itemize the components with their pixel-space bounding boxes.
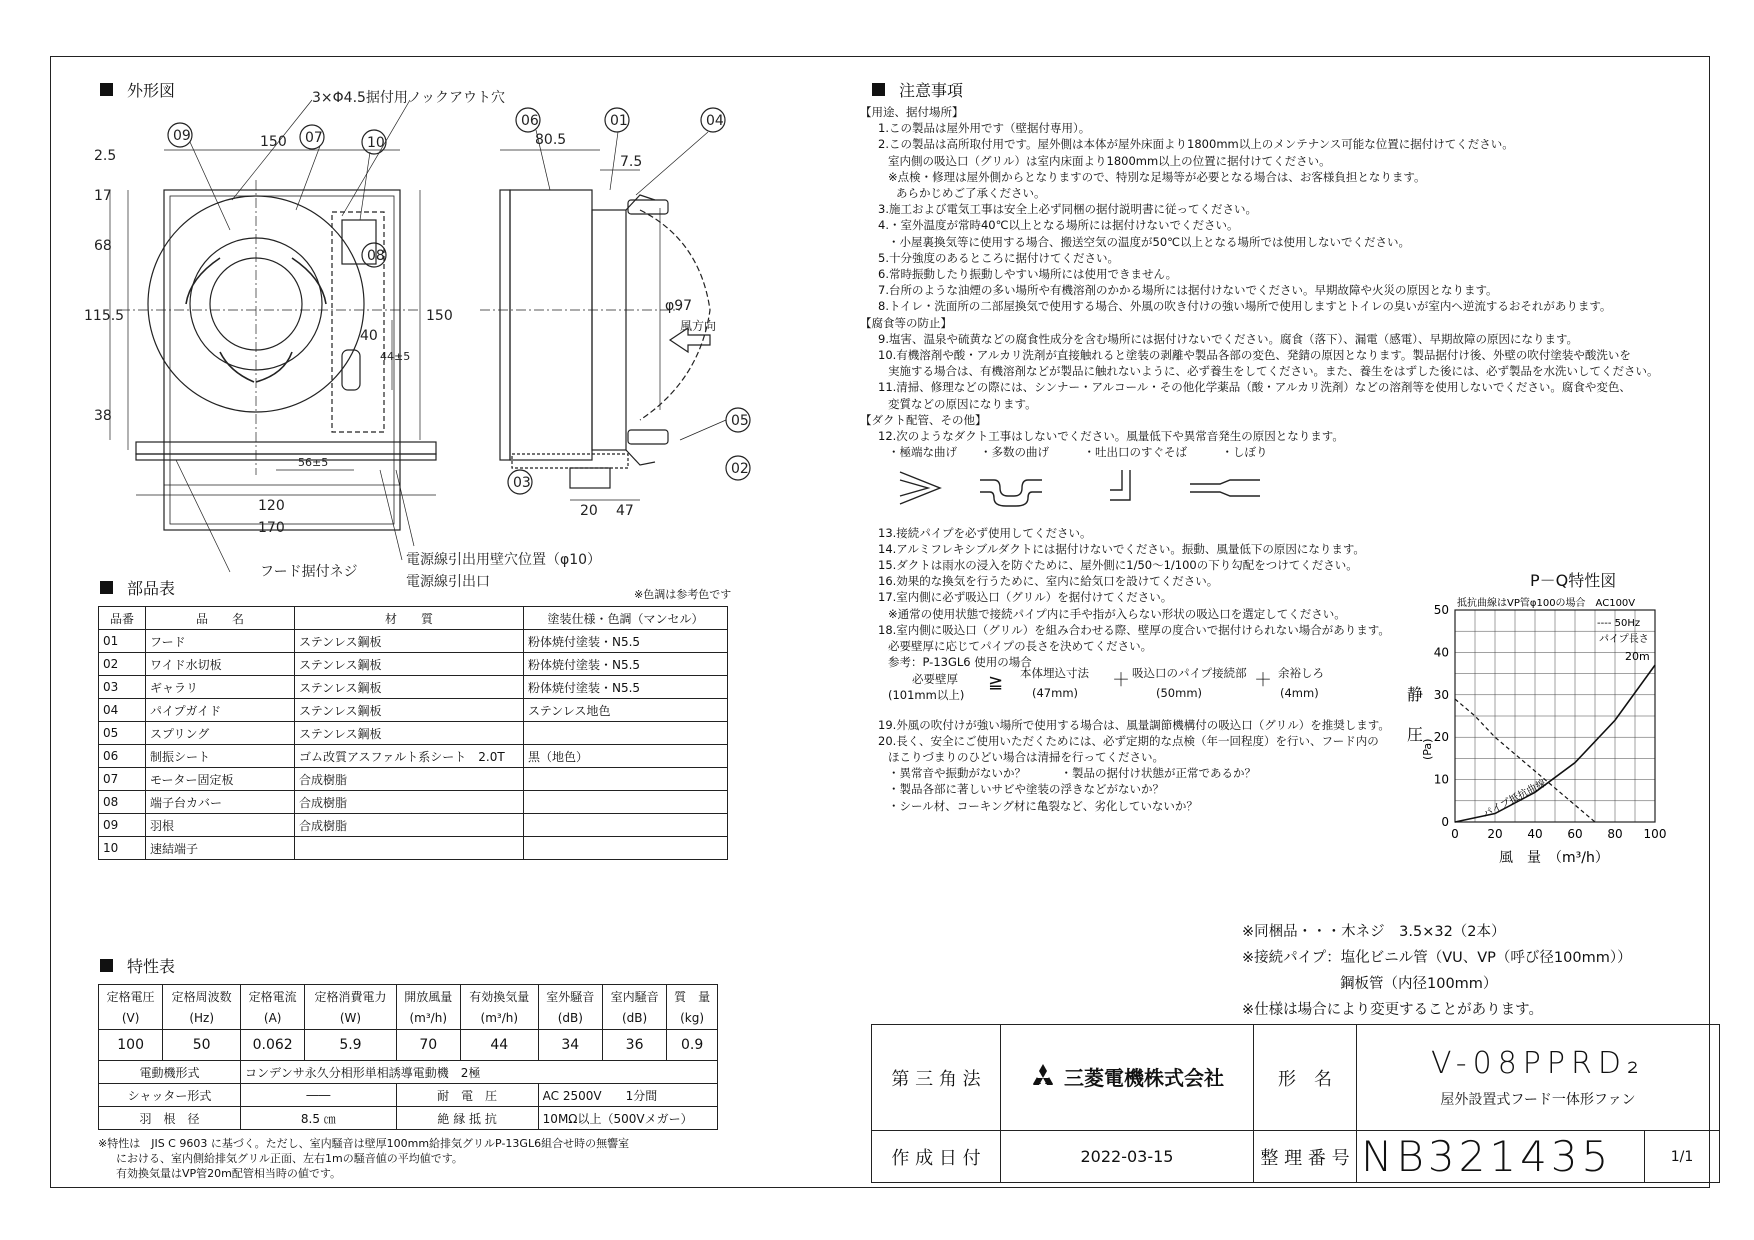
spec-value: 36 <box>602 1030 666 1061</box>
caution-item: 16.効果的な換気を行うために、室内に給気口を設けてください。 <box>878 574 1219 589</box>
caution-item: 12.次のようなダクト工事はしないでください。風量低下や異常音発生の原因となります。 <box>878 429 1344 444</box>
cable-hole-label: 電源線引出用壁穴位置（φ10） <box>406 552 602 568</box>
spec-value: 44 <box>460 1030 538 1061</box>
specs-title-text: 特性表 <box>127 957 176 976</box>
part-finish: ステンレス地色 <box>524 699 728 722</box>
callout-08: 08 <box>367 248 385 264</box>
parts-row <box>99 745 728 768</box>
specs-section-title <box>100 954 175 977</box>
voltage-value: AC 2500V 1分間 <box>538 1084 717 1107</box>
callout-06: 06 <box>521 113 539 129</box>
callout-05: 05 <box>731 413 749 429</box>
callout-04: 04 <box>706 113 724 129</box>
dim-7-5: 7.5 <box>620 154 643 170</box>
part-finish <box>524 768 728 791</box>
caution-item: 14.アルミフレキシブルダクトには据付けないでください。振動、風量低下の原因になります。 <box>878 541 1365 556</box>
part-name: パイプガイド <box>146 699 295 722</box>
formula-need: 必要壁厚 <box>912 671 958 686</box>
part-no: 04 <box>99 699 146 722</box>
y-tick-label: 40 <box>1433 645 1449 660</box>
company-name: 三菱電機株式会社 <box>1064 1065 1224 1090</box>
caution-item: ※点検・修理は屋外側からとなりますので、特別な足場等が必要となる場合は、お客様負担となります。 <box>888 169 1426 184</box>
formula-margin: 余裕しろ <box>1278 665 1324 680</box>
parts-row <box>99 791 728 814</box>
part-material: ステンレス鋼板 <box>295 630 524 653</box>
part-name: 端子台カバー <box>146 791 295 814</box>
parts-row <box>99 653 728 676</box>
y-tick-label: 20 <box>1433 730 1449 745</box>
spec-value-row <box>99 1030 718 1061</box>
spec-value: 5.9 <box>305 1030 396 1061</box>
motor-value: コンデンサ永久分相形単相誘導電動機 2極 <box>241 1061 718 1084</box>
part-no: 06 <box>99 745 146 768</box>
spec-unit: (m³/h) <box>460 1007 538 1030</box>
footer-bundled: ※同梱品・・・木ネジ 3.5×32（2本） <box>1242 924 1506 940</box>
parts-header-material: 材 質 <box>295 607 524 630</box>
part-no: 09 <box>99 814 146 837</box>
number-label: 整 理 番 号 <box>1254 1131 1357 1183</box>
pq-chart <box>1395 590 1695 866</box>
resistance-curve-label: パイプ抵抗曲線 <box>1481 777 1548 821</box>
dim-150-height: 150 <box>426 308 453 324</box>
spec-table <box>98 984 718 1130</box>
parts-header-finish: 塗装仕様・色調（マンセル） <box>524 607 728 630</box>
footer-change: ※仕様は場合により変更することがあります。 <box>1242 1002 1543 1018</box>
caution-item: 室内側の吸込口（グリル）は室内床面より1800mm以上の位置に据付けてください。 <box>888 153 1331 168</box>
dim-17: 17 <box>94 188 112 204</box>
caution-item: 参考：P-13GL6 使用の場合 <box>888 655 1032 670</box>
callout-07: 07 <box>305 130 323 146</box>
dim-44: 44±5 <box>380 350 411 363</box>
part-name: ワイド水切板 <box>146 653 295 676</box>
parts-title-text: 部品表 <box>127 579 176 598</box>
part-finish <box>524 722 728 745</box>
insulation-label: 絶 縁 抵 抗 <box>396 1107 538 1130</box>
side-body <box>510 190 592 460</box>
caution-item: 1.この製品は屋外用です（壁据付専用）。 <box>878 121 1091 136</box>
x-tick-label: 80 <box>1607 827 1623 841</box>
part-name: ギャラリ <box>146 676 295 699</box>
caution-heading: 【腐食等の防止】 <box>860 315 952 330</box>
wind-direction-label: 風方向 <box>680 319 717 333</box>
spec-unit-row <box>99 1007 718 1030</box>
spec-unit: (dB) <box>538 1007 602 1030</box>
dim-80-5: 80.5 <box>535 132 567 148</box>
parts-row <box>99 699 728 722</box>
pq-chart-title: P－Q特性図 <box>1530 571 1617 590</box>
caution-item: あらかじめご了承ください。 <box>896 186 1046 201</box>
spec-header: 室外騒音 <box>538 985 602 1008</box>
caution-heading: 【ダクト配管、その他】 <box>860 412 987 427</box>
dim-56: 56±5 <box>298 456 329 469</box>
part-material: ステンレス鋼板 <box>295 722 524 745</box>
caution-item: 11.清掃、修理などの際には、シンナー・アルコール・その他化学薬品（酸・アルカリ洗剤）などの溶剤等を使用しないでください。腐食や変色、 <box>878 380 1631 395</box>
part-finish: 粉体焼付塗装・N5.5 <box>524 676 728 699</box>
spec-header: 質 量 <box>667 985 718 1008</box>
spec-value: 70 <box>396 1030 460 1061</box>
footer-pipe: ※接続パイプ：塩化ビニル管（VU、VP（呼び径100mm）） <box>1242 950 1632 966</box>
spec-unit: (Hz) <box>163 1007 241 1030</box>
part-finish: 粉体焼付塗装・N5.5 <box>524 653 728 676</box>
x-tick-label: 60 <box>1567 827 1583 841</box>
spec-unit: (W) <box>305 1007 396 1030</box>
caution-item: 15.ダクトは雨水の浸入を防ぐために、屋外側に1/50～1/100の下り勾配をつけてください。 <box>878 558 1358 573</box>
spec-blade-row <box>99 1107 718 1130</box>
y-tick-label: 50 <box>1433 603 1449 617</box>
spec-motor-row <box>99 1061 718 1084</box>
date-value: 2022-03-15 <box>1001 1131 1254 1183</box>
x-tick-label: 40 <box>1527 827 1543 841</box>
spec-header: 有効換気量 <box>460 985 538 1008</box>
model-number: V-08PPRD₂ <box>1431 1046 1645 1081</box>
outline-title-text: 外形図 <box>127 81 176 100</box>
caution-heading: 【用途、据付場所】 <box>860 105 964 119</box>
caution-item: 13.接続パイプを必ず使用してください。 <box>878 525 1092 540</box>
caution-item: 18.室内側に吸込口（グリル）を組み合わせる際、壁厚の度合いで据付けられない場合があります。 <box>878 622 1390 637</box>
part-material: 合成樹脂 <box>295 791 524 814</box>
caution-item: ほこりづまりのひどい場合は清掃を行ってください。 <box>888 749 1164 764</box>
caution-item: ・極端な曲げ ・多数の曲げ ・吐出口のすぐそば ・しぼり <box>888 445 1268 460</box>
formula-plus-2: ＋ <box>1254 669 1272 691</box>
projection-label: 第 三 角 法 <box>872 1025 1001 1131</box>
voltage-label: 耐 電 圧 <box>396 1084 538 1107</box>
caution-item: 変質などの原因になります。 <box>888 396 1037 411</box>
part-material <box>295 837 524 860</box>
y-label-2: 圧 <box>1407 725 1424 744</box>
part-finish <box>524 814 728 837</box>
knockout-note: 3×Φ4.5据付用ノックアウト穴 <box>312 90 505 106</box>
part-name: スプリング <box>146 722 295 745</box>
part-name: 制振シート <box>146 745 295 768</box>
y-tick-label: 10 <box>1433 772 1449 787</box>
spec-notes <box>98 1136 629 1181</box>
parts-header-name: 品 名 <box>146 607 295 630</box>
dim-38: 38 <box>94 408 112 424</box>
parts-row <box>99 630 728 653</box>
caution-item: ・異常音や振動がないか？ ・製品の据付け状態が正常であるか？ <box>888 766 1256 781</box>
caution-item: ※通常の使用状態で接続パイプ内に手や指が入らない形状の吸込口を選定してください。 <box>888 606 1346 621</box>
spec-value: 0.062 <box>241 1030 305 1061</box>
parts-row <box>99 676 728 699</box>
spec-note-2: における、室内側給排気グリル正面、左右1mの騒音値の平均値です。 <box>116 1152 463 1165</box>
parts-header-row <box>99 607 728 630</box>
spec-unit: (V) <box>99 1007 163 1030</box>
formula-plus-1: ＋ <box>1112 669 1130 691</box>
model-cell <box>1357 1025 1720 1131</box>
caution-item: 6.常時振動したり振動しやすい場所には使用できません。 <box>878 267 1178 282</box>
y-tick-label: 30 <box>1433 687 1449 702</box>
part-name: フード <box>146 630 295 653</box>
document-number: NB321435 <box>1357 1131 1645 1183</box>
cautions-title-text: 注意事項 <box>899 81 964 100</box>
parts-row <box>99 814 728 837</box>
dim-40: 40 <box>360 328 378 344</box>
part-no: 03 <box>99 676 146 699</box>
spec-header: 室内騒音 <box>602 985 666 1008</box>
caution-item: 9.塩害、温泉や硫黄などの腐食性成分を含む場所には据付けないでください。腐食（落下）、漏電（感電）、早期故障の原因になります。 <box>878 331 1579 346</box>
parts-table <box>98 606 728 860</box>
spec-value: 0.9 <box>667 1030 718 1061</box>
callout-10: 10 <box>367 135 385 151</box>
parts-header-no: 品番 <box>99 607 146 630</box>
part-finish: 黒（地色） <box>524 745 728 768</box>
blade-value: 8.5 ㎝ <box>241 1107 397 1130</box>
parts-row <box>99 722 728 745</box>
insulation-value: 10MΩ以上（500Vメガー） <box>538 1107 717 1130</box>
formula-pipe: 吸込口のパイプ接続部 <box>1132 665 1247 680</box>
part-no: 01 <box>99 630 146 653</box>
caution-item: 20.長く、安全にご使用いただくためには、必ず定期的な点検（年一回程度）を行い、フード内の <box>878 733 1379 748</box>
dim-150-width: 150 <box>260 134 287 150</box>
caution-item: 5.十分強度のあるところに据付けてください。 <box>878 250 1119 265</box>
dim-47: 47 <box>616 503 634 519</box>
parts-row <box>99 837 728 860</box>
caution-item: 4.・室外温度が常時40℃以上となる場所には据付けないでください。 <box>878 218 1239 233</box>
caution-item: 17.室内側に必ず吸込口（グリル）を据付けてください。 <box>878 590 1173 605</box>
part-material: ステンレス鋼板 <box>295 676 524 699</box>
part-material: 合成樹脂 <box>295 814 524 837</box>
pipe-length-label: パイプ長さ <box>1599 634 1649 645</box>
spec-header-row <box>99 985 718 1008</box>
pipe-length-value: 20m <box>1625 650 1650 663</box>
spec-note-3: 有効換気量はVP管20m配管相当時の値です。 <box>116 1167 341 1180</box>
formula-body: 本体埋込寸法 <box>1020 665 1089 680</box>
spec-header: 開放風量 <box>396 985 460 1008</box>
spec-unit: (m³/h) <box>396 1007 460 1030</box>
dim-170: 170 <box>258 520 285 536</box>
spec-unit: (A) <box>241 1007 305 1030</box>
y-tick-label: 0 <box>1441 815 1449 829</box>
caution-item: ・小屋裏換気等に使用する場合、搬送空気の温度が50℃以上となる場所では使用しないでください。 <box>888 234 1411 249</box>
dim-2-5: 2.5 <box>94 148 117 164</box>
x-tick-label: 0 <box>1451 827 1459 841</box>
title-block <box>871 1024 1720 1183</box>
part-name: 羽根 <box>146 814 295 837</box>
shutter-value: ―― <box>241 1084 397 1107</box>
shutter-label: シャッター形式 <box>99 1084 241 1107</box>
caution-item: 3.施工および電気工事は安全上必ず同梱の据付説明書に従ってください。 <box>878 202 1257 217</box>
chart-legend: ---- 50Hz <box>1597 618 1641 629</box>
part-no: 02 <box>99 653 146 676</box>
spec-unit: (kg) <box>667 1007 718 1030</box>
caution-item: 10.有機溶剤や酸・アルカリ洗剤が直接触れると塗装の剥離や製品各部の変色、発錆の原因となります。製品据付け後、外壁の吹付塗装や酸洗いを <box>878 348 1631 363</box>
cautions-section-title <box>872 78 963 101</box>
spec-value: 50 <box>163 1030 241 1061</box>
spec-header: 定格周波数 <box>163 985 241 1008</box>
callout-03: 03 <box>513 475 531 491</box>
part-finish: 粉体焼付塗装・N5.5 <box>524 630 728 653</box>
date-label: 作 成 日 付 <box>872 1131 1001 1183</box>
dim-20: 20 <box>580 503 598 519</box>
caution-item: 8.トイレ・洗面所の二部屋換気で使用する場合、外風の吹き付けの強い場所で使用しますとトイレの臭いが室内へ逆流するおそれがあります。 <box>878 299 1612 314</box>
x-tick-label: 100 <box>1643 827 1667 841</box>
part-no: 08 <box>99 791 146 814</box>
chart-note: 抵抗曲線はVP管φ100の場合 AC100V <box>1457 598 1636 609</box>
formula-margin-value: (4mm) <box>1280 685 1319 700</box>
mitsubishi-logo-icon <box>1030 1064 1056 1088</box>
formula-need-value: (101mm以上) <box>888 687 965 702</box>
caution-item: ・製品各部に著しいサビや塗装の浮きなどがないか？ <box>888 782 1164 797</box>
color-note: ※色調は参考色です <box>634 588 732 601</box>
parts-row <box>99 768 728 791</box>
spec-value: 100 <box>99 1030 163 1061</box>
caution-item: 19.外風の吹付けが強い場所で使用する場合は、風量調節機構付の吸込口（グリル）を推奨します。 <box>878 717 1390 732</box>
cable-exit-label: 電源線引出口 <box>406 574 490 590</box>
part-name: 速結端子 <box>146 837 295 860</box>
hood-screw-label: フード据付ネジ <box>260 564 358 580</box>
blade-label: 羽 根 径 <box>99 1107 241 1130</box>
part-no: 10 <box>99 837 146 860</box>
spec-header: 定格電流 <box>241 985 305 1008</box>
formula-op: ≧ <box>988 671 1004 693</box>
part-finish <box>524 837 728 860</box>
spec-header: 定格消費電力 <box>305 985 396 1008</box>
part-material: ステンレス鋼板 <box>295 699 524 722</box>
part-name: モーター固定板 <box>146 768 295 791</box>
part-no: 05 <box>99 722 146 745</box>
formula-pipe-value: (50mm) <box>1156 685 1203 700</box>
part-material: ゴム改質アスファルト系シート 2.0T <box>295 745 524 768</box>
spec-value: 34 <box>538 1030 602 1061</box>
x-axis-label: 風 量 （m³/h） <box>1499 850 1609 866</box>
caution-item: 7.台所のような油煙の多い場所や有機溶剤のかかる場所には据付けないでください。早期故障や火災の原因となります。 <box>878 283 1498 298</box>
dim-115-5: 115.5 <box>84 308 125 324</box>
spec-header: 定格電圧 <box>99 985 163 1008</box>
caution-item: 必要壁厚に応じてパイプの長さを決めてください。 <box>888 639 1153 654</box>
y-label-1: 静 <box>1407 685 1424 704</box>
part-material: 合成樹脂 <box>295 768 524 791</box>
company-cell <box>1001 1025 1254 1131</box>
formula-body-value: (47mm) <box>1032 685 1079 700</box>
model-label: 形 名 <box>1254 1025 1357 1131</box>
caution-item: 2.この製品は高所取付用です。屋外側は本体が屋外床面より1800mm以上のメンテナンス可能な位置に据付けてください。 <box>878 137 1514 152</box>
page-number: 1/1 <box>1645 1131 1720 1183</box>
callout-02: 02 <box>731 461 749 477</box>
duct-examples-drawing <box>860 460 1280 520</box>
x-tick-label: 20 <box>1487 827 1503 841</box>
callout-09: 09 <box>173 128 191 144</box>
front-base-plate <box>136 442 436 454</box>
front-body <box>164 190 400 530</box>
part-finish <box>524 791 728 814</box>
product-name: 屋外設置式フード一体形ファン <box>1440 1092 1636 1108</box>
caution-item: ・シール材、コーキング材に亀裂など、劣化していないか？ <box>888 798 1198 813</box>
series-50hz-line <box>1455 699 1595 822</box>
dim-97: φ97 <box>665 298 693 314</box>
motor-label: 電動機形式 <box>99 1061 241 1084</box>
spec-shutter-row <box>99 1084 718 1107</box>
part-material: ステンレス鋼板 <box>295 653 524 676</box>
spec-unit: (dB) <box>602 1007 666 1030</box>
caution-item: 実施する場合は、有機溶剤などが製品に触れないように、必ず養生をしてください。また、養生をはずした後には、必ず製品を水洗いしてください。 <box>888 364 1659 379</box>
part-no: 07 <box>99 768 146 791</box>
spec-note-1: ※特性は JIS C 9603 に基づく。ただし、室内騒音は壁厚100mm給排気グリルP-13GL6組合せ時の無響室 <box>98 1137 630 1150</box>
footer-pipe2: 鋼板管（内径100mm） <box>1340 976 1498 992</box>
callout-01: 01 <box>610 113 628 129</box>
dim-120: 120 <box>258 498 285 514</box>
dim-68: 68 <box>94 238 112 254</box>
y-label-unit: (Pa) <box>1421 738 1434 760</box>
